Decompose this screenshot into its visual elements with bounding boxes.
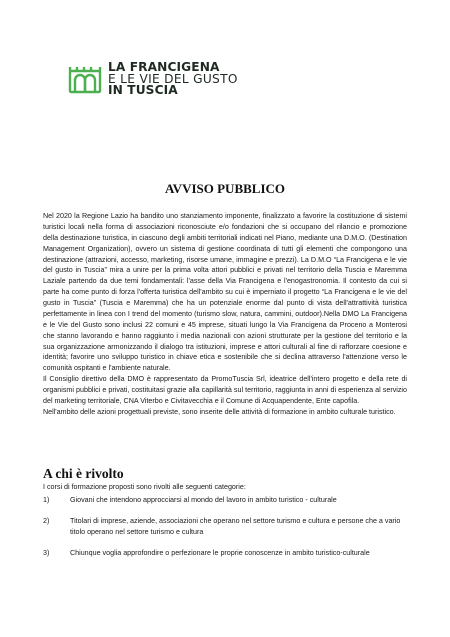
list-number: 1) [43,496,50,504]
list-text: Titolari di imprese, aziende, associazioni che operano nel settore turismo e cultura e persone che a vario titolo operano nel settore turismo e cultura [70,516,401,536]
target-list [43,495,407,569]
logo-line-1: LA FRANCIGENA [108,60,220,74]
list-item [43,495,407,506]
logo-wordmark [108,62,238,97]
castle-tower-icon [67,65,103,95]
section-intro: I corsi di formazione proposti sono rivolti alle seguenti categorie: [43,483,246,491]
logo [67,62,238,97]
list-number: 2) [43,516,50,525]
paragraph: Il Consiglio direttivo della DMO è rappresentato da PromoTuscia Srl, ideatrice dell'intero progetto e della rete di organismi pubblici e privati, costituitasi grazie alla capillarità sul territorio, raggiunta in anni di esperienza al servizio del marketing territoriale, CNA Viterbo e Civitavecchia e il Comune di Acquapendente, Ente capofila. [43,375,407,405]
list-item [43,548,407,559]
page-title: AVVISO PUBBLICO [164,181,286,196]
list-number: 3) [43,548,50,557]
body-text [43,211,407,418]
paragraph: Nel 2020 la Regione Lazio ha bandito uno stanziamento imponente, finalizzato a favorire la costituzione di sistemi turistici locali nella forma di associazioni riconosciute e/o fondazioni che si occupano del rilancio e promozione della destinazione turistica, in ciascuno degli ambiti territoriali indicati nel Piano, mediante una D.M.O. (Destination Management Organization), ovvero un sistema di gestione coordinata di tutti gli elementi che compongono una destinazione (attrazioni, accesso, marketing, risorse umane, immagine e prezzi). La D.M.O “La Francigena e le vie del gusto in Tuscia” mira a unire per la prima volta attori pubblici e privati nel territorio della Tuscia e Maremma Laziale partendo da due temi fondamentali: l'asse della Via Francigena e l'enogastronomia. Il contesto da cui si parte ha come punto di forza l'offerta turistica dell'ambito su cui è imperniato il progetto “La Francigena e le vie del gusto in Tuscia” (Tuscia e Maremma) che ha un potenziale enorme dal punto di vista dell'attrattività turistica perfettamente in linea con I trend del momento (turismo slow, natura, cammini, outdoor).Nella DMO La Francigena e le Vie del Gusto sono inclusi 22 comuni e 45 imprese, situati lungo la Via Francigena da Proceno a Monterosi che stanno lavorando e hanno raggiunto i media nazionali con azioni strutturate per la gestione del territorio e la sua organizzazione armonizzando il dialogo tra istituzioni, imprese e attori culturali al fine di rafforzare coesione e identità; favorire uno sviluppo turistico in chiave etica e sostenibile che si declina attraverso l'attenzione verso le comunità ospitanti e l'ambiente naturale. [43,212,407,373]
list-text: Chiunque voglia approfondire o perfezionare le proprie conoscenze in ambito turistico-culturale [70,548,370,557]
list-item [43,516,407,538]
paragraph: Nell'ambito delle azioni progettuali previste, sono inserite delle attività di formazione in ambito culturale turistico. [43,407,396,416]
section-heading: A chi è rivolto [43,466,124,481]
logo-line-2: E LE VIE DEL GUSTO [108,71,238,86]
list-text: Giovani che intendono approcciarsi al mondo del lavoro in ambito turistico - culturale [70,496,337,504]
logo-line-3: IN TUSCIA [108,83,178,98]
